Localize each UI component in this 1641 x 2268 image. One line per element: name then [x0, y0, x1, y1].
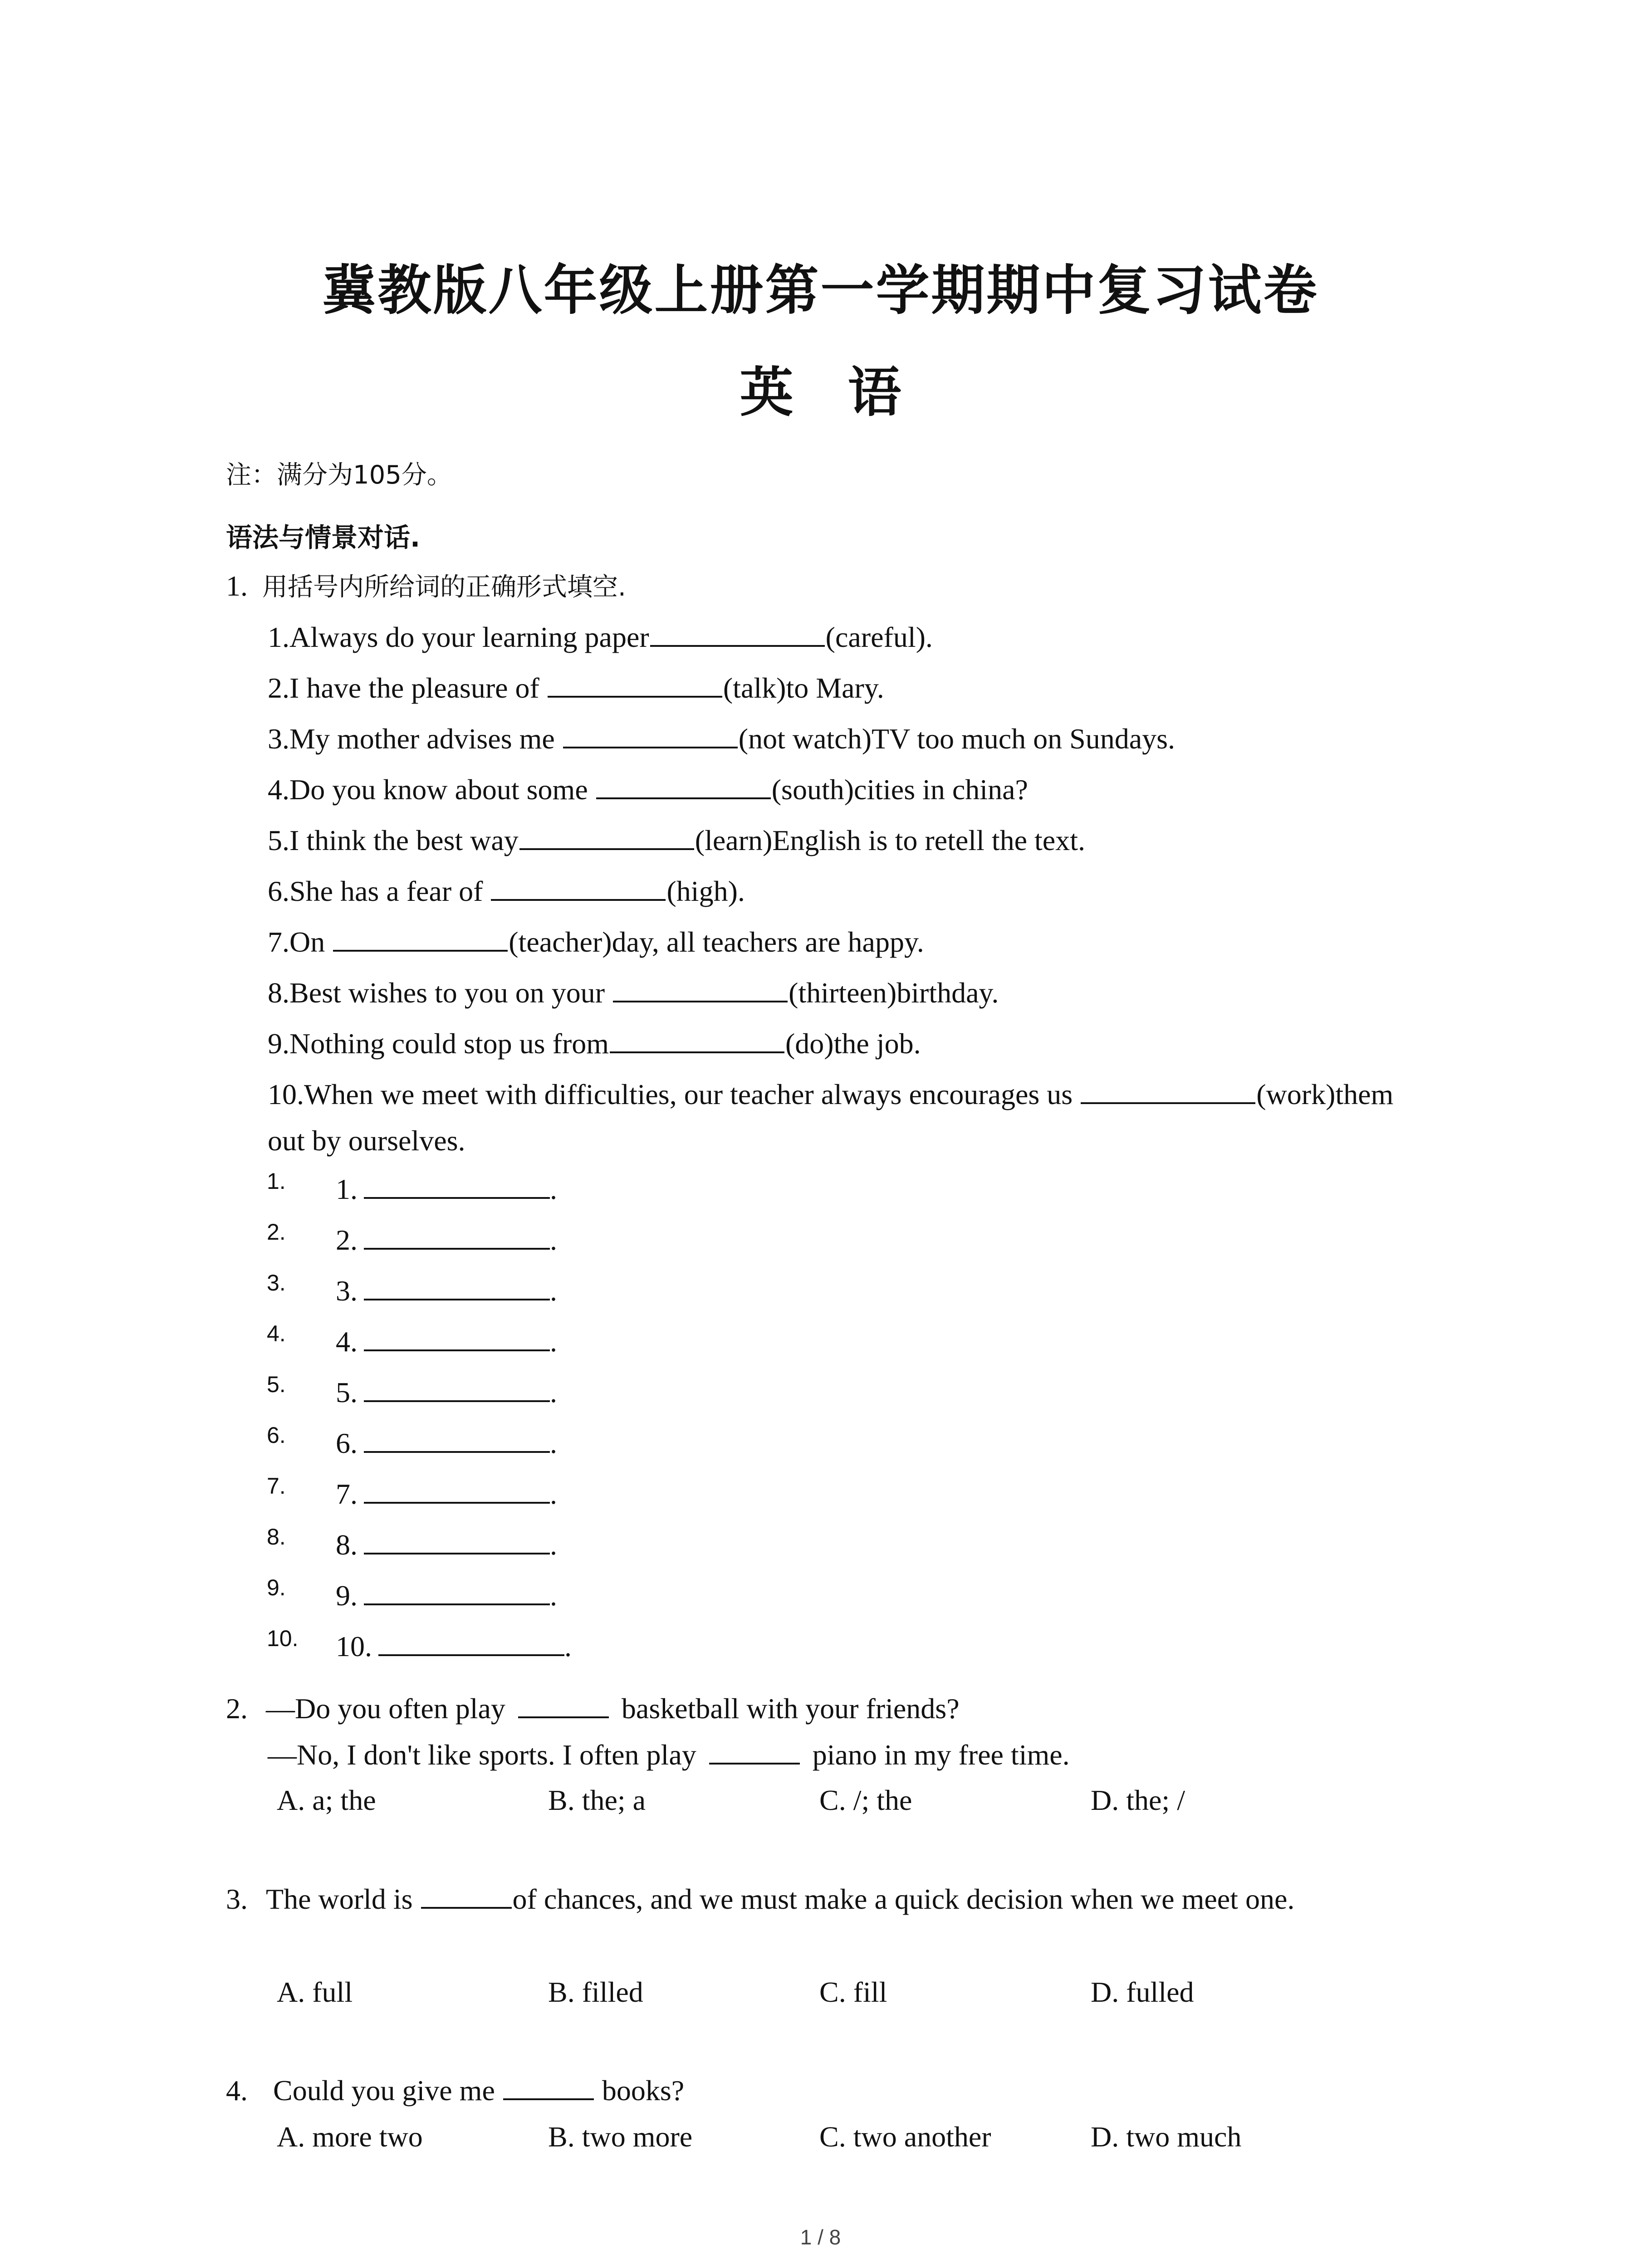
fill-sentence-3	[268, 722, 1175, 756]
fill-sentence-7-blank[interactable]	[333, 949, 508, 952]
question-4-option-b[interactable]: B. two more	[548, 2121, 693, 2153]
answer-line-1-label: 1.	[336, 1173, 358, 1205]
answer-line-8-label: 8.	[336, 1529, 358, 1561]
question-4-blank[interactable]	[503, 2098, 594, 2100]
answer-line-10	[336, 1630, 572, 1663]
question-2-line-2	[268, 1738, 1070, 1772]
fill-sentence-2	[268, 671, 884, 705]
question-2-option-a[interactable]: A. a; the	[277, 1784, 376, 1816]
answer-line-5-blank[interactable]	[364, 1400, 550, 1402]
answer-line-10-label: 10.	[336, 1630, 372, 1662]
fill-sentence-4-end: (south)cities in china?	[771, 773, 1028, 806]
answer-list-number-6: 6.	[267, 1422, 286, 1448]
fill-sentence-6-start: 6.She has a fear of	[268, 875, 490, 907]
answer-line-1-period: .	[550, 1173, 557, 1205]
fill-sentence-10-continued: out by ourselves.	[268, 1124, 465, 1157]
fill-sentence-5-end: (learn)English is to retell the text.	[695, 824, 1085, 856]
answer-line-2-blank[interactable]	[364, 1247, 550, 1250]
fill-sentence-9	[268, 1027, 921, 1061]
answer-line-2-period: .	[550, 1224, 557, 1256]
fill-sentence-7-end: (teacher)day, all teachers are happy.	[509, 926, 924, 958]
answer-line-4	[336, 1325, 557, 1359]
fill-sentence-10-blank[interactable]	[1081, 1102, 1255, 1104]
fill-sentence-3-blank[interactable]	[563, 746, 738, 748]
question-2-blank-2[interactable]	[709, 1762, 800, 1765]
fill-sentence-3-end: (not watch)TV too much on Sundays.	[738, 723, 1176, 755]
question-2-line-2-end: piano in my free time.	[805, 1739, 1070, 1771]
answer-line-9	[336, 1579, 557, 1613]
question-4-start: Could you give me	[273, 2074, 502, 2107]
answer-line-3-period: .	[550, 1275, 557, 1307]
answer-line-6-label: 6.	[336, 1427, 358, 1459]
answer-list-number-5: 5.	[267, 1372, 286, 1397]
answer-line-5-period: .	[550, 1376, 557, 1408]
answer-line-9-period: .	[550, 1579, 557, 1612]
question-3-start: The world is	[266, 1883, 420, 1915]
answer-line-2	[336, 1223, 557, 1257]
answer-list-number-4: 4.	[267, 1321, 286, 1346]
question-3	[226, 1882, 1294, 1916]
question-4-option-c[interactable]: C. two another	[819, 2121, 991, 2153]
fill-sentence-6-blank[interactable]	[491, 899, 666, 901]
question-2-option-b[interactable]: B. the; a	[548, 1784, 646, 1816]
document-title: 冀教版八年级上册第一学期期中复习试卷	[322, 259, 1319, 322]
fill-sentence-5-blank[interactable]	[519, 848, 694, 850]
fill-sentence-4-start: 4.Do you know about some	[268, 773, 595, 806]
answer-line-3-label: 3.	[336, 1275, 358, 1307]
question-4-option-d[interactable]: D. two much	[1091, 2121, 1242, 2153]
answer-line-5	[336, 1376, 557, 1409]
answer-list-number-1: 1.	[267, 1168, 286, 1194]
page-number: 1 / 8	[800, 2225, 841, 2249]
answer-line-7-blank[interactable]	[364, 1501, 550, 1504]
answer-line-5-label: 5.	[336, 1376, 358, 1408]
question-2-option-d[interactable]: D. the; /	[1091, 1784, 1185, 1816]
question-2-option-c[interactable]: C. /; the	[819, 1784, 912, 1816]
question-2-line-2-start: —No, I don't like sports. I often play	[268, 1739, 704, 1771]
score-note: 注：满分为105分。	[226, 460, 452, 490]
question-2-number: 2.	[226, 1692, 248, 1725]
question-3-end: of chances, and we must make a quick decision when we meet one.	[512, 1883, 1295, 1915]
fill-sentence-9-end: (do)the job.	[785, 1027, 921, 1060]
fill-sentence-8-blank[interactable]	[613, 1000, 788, 1002]
answer-line-6	[336, 1427, 557, 1460]
answer-list-number-3: 3.	[267, 1270, 286, 1295]
answer-list-number-10: 10.	[267, 1626, 299, 1651]
answer-list-number-8: 8.	[267, 1524, 286, 1549]
fill-sentence-7	[268, 925, 924, 959]
fill-sentence-3-start: 3.My mother advises me	[268, 723, 562, 755]
answer-line-4-label: 4.	[336, 1325, 358, 1358]
fill-sentence-8-end: (thirteen)birthday.	[789, 977, 999, 1009]
answer-line-3	[336, 1274, 557, 1308]
question-4-number: 4.	[226, 2074, 248, 2107]
answer-list-number-7: 7.	[267, 1473, 286, 1499]
answer-line-8-blank[interactable]	[364, 1552, 550, 1554]
fill-sentence-4-blank[interactable]	[596, 797, 771, 799]
fill-sentence-8	[268, 976, 999, 1010]
fill-sentence-5-start: 5.I think the best way	[268, 824, 519, 856]
answer-line-1	[336, 1173, 557, 1206]
question-1-instruction: 用括号内所给词的正确形式填空.	[262, 572, 626, 602]
fill-sentence-6-end: (high).	[666, 875, 745, 907]
question-2-line-1-end: basketball with your friends?	[614, 1692, 960, 1725]
question-4-option-a[interactable]: A. more two	[277, 2121, 423, 2153]
question-2-blank-1[interactable]	[518, 1716, 609, 1718]
answer-line-3-blank[interactable]	[364, 1298, 550, 1300]
answer-line-9-label: 9.	[336, 1579, 358, 1612]
answer-line-2-label: 2.	[336, 1224, 358, 1256]
fill-sentence-5	[268, 824, 1085, 857]
fill-sentence-1-end: (careful).	[825, 621, 933, 653]
fill-sentence-9-start: 9.Nothing could stop us from	[268, 1027, 609, 1060]
fill-sentence-1-blank[interactable]	[650, 645, 825, 647]
question-3-number: 3.	[226, 1883, 248, 1915]
fill-sentence-10-end: (work)them	[1256, 1078, 1394, 1110]
question-3-option-a[interactable]: A. full	[277, 1976, 353, 2008]
question-1-number: 1.	[226, 570, 248, 602]
section-title: 语法与情景对话.	[226, 522, 421, 553]
answer-line-1-blank[interactable]	[364, 1197, 550, 1199]
question-3-option-b[interactable]: B. filled	[548, 1976, 643, 2008]
answer-line-6-period: .	[550, 1427, 557, 1459]
fill-sentence-2-end: (talk)to Mary.	[723, 672, 884, 704]
answer-line-4-blank[interactable]	[364, 1349, 550, 1351]
question-4	[226, 2074, 684, 2107]
answer-line-10-period: .	[564, 1630, 572, 1662]
answer-list-number-9: 9.	[267, 1575, 286, 1600]
question-2-line-1-start: —Do you often play	[266, 1692, 513, 1725]
answer-line-8-period: .	[550, 1529, 557, 1561]
fill-sentence-4	[268, 773, 1028, 807]
question-2	[226, 1692, 960, 1725]
fill-sentence-2-start: 2.I have the pleasure of	[268, 672, 547, 704]
fill-sentence-10	[268, 1078, 1393, 1111]
document-subject: 英语	[740, 361, 956, 424]
fill-sentence-1	[268, 621, 933, 654]
fill-sentence-8-start: 8.Best wishes to you on your	[268, 977, 612, 1009]
fill-sentence-1-start: 1.Always do your learning paper	[268, 621, 649, 653]
fill-sentence-10-start: 10.When we meet with difficulties, our teacher always encourages us	[268, 1078, 1080, 1110]
answer-line-7	[336, 1477, 557, 1511]
answer-line-10-blank[interactable]	[378, 1654, 564, 1656]
question-3-blank[interactable]	[421, 1906, 512, 1909]
question-1-header	[226, 567, 626, 603]
answer-line-7-label: 7.	[336, 1478, 358, 1510]
answer-line-7-period: .	[550, 1478, 557, 1510]
fill-sentence-2-blank[interactable]	[548, 695, 722, 698]
answer-line-4-period: .	[550, 1325, 557, 1358]
fill-sentence-6	[268, 875, 745, 908]
answer-list-number-2: 2.	[267, 1219, 286, 1245]
question-3-option-d[interactable]: D. fulled	[1091, 1976, 1194, 2008]
fill-sentence-9-blank[interactable]	[610, 1051, 784, 1053]
fill-sentence-7-start: 7.On	[268, 926, 333, 958]
answer-line-8	[336, 1528, 557, 1562]
answer-line-6-blank[interactable]	[364, 1451, 550, 1453]
question-3-option-c[interactable]: C. fill	[819, 1976, 887, 2008]
question-4-end: books?	[594, 2074, 685, 2107]
answer-line-9-blank[interactable]	[364, 1603, 550, 1605]
